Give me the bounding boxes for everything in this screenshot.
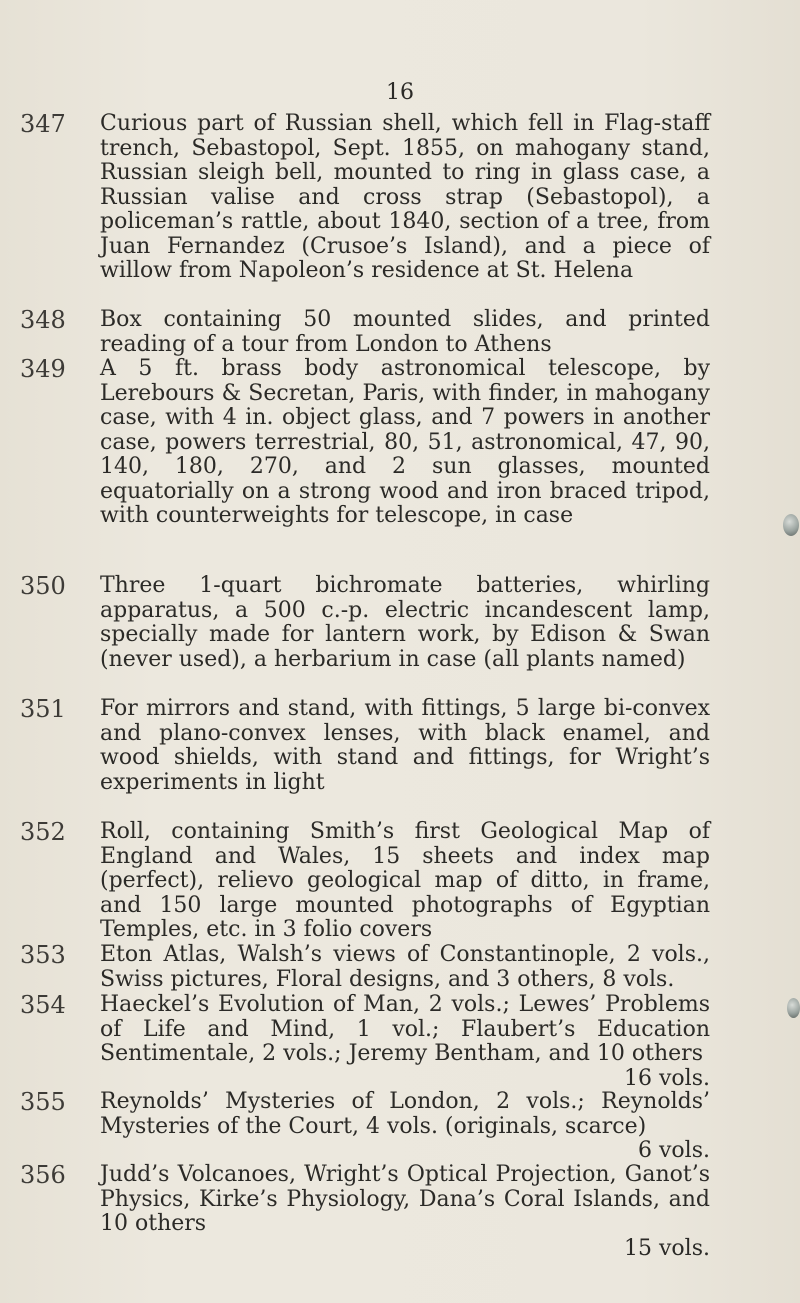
lot-quantity: 6 vols.	[638, 1138, 710, 1163]
page-number: 16	[386, 80, 414, 105]
lot-number: 353	[20, 941, 66, 969]
paper-blemish-mark	[783, 514, 799, 536]
lot-description: Eton Atlas, Walsh’s views of Constantinople, 2 vols., Swiss pictures, Floral designs, and 3 others, 8 vols.	[100, 942, 710, 992]
lot-number: 351	[20, 695, 66, 723]
lot-number: 355	[20, 1088, 66, 1116]
lot-description-text: Judd’s Volcanoes, Wright’s Optical Projection, Ganot’s Physics, Kirke’s Physiology, Dana’s Coral Islands, and 10 others	[100, 1162, 710, 1236]
lot-number: 349	[20, 355, 66, 383]
lot-description: For mirrors and stand, with fittings, 5 large bi-convex and plano-convex lenses, with black enamel, and wood shields, with stand and fittings, for Wright’s experiments in light	[100, 696, 710, 795]
lot-description: A 5 ft. brass body astronomical telescope, by Lerebours & Secretan, Paris, with finder, in mahogany case, with 4 in. object glass, and 7 powers in another case, powers terrestrial, 80, 51, astronomical, 47, 90, 140, 180, 270, and 2 sun glasses, mounted equatorially on a strong wood and iron braced tripod, with counterweights for telescope, in case	[100, 356, 710, 528]
lot-description	[100, 1090, 710, 1164]
lot-description: Roll, containing Smith’s first Geological Map of England and Wales, 15 sheets and index map (perfect), relievo geological map of ditto, in frame, and 150 large mounted photographs of Egyptian Temples, etc. in 3 folio covers	[100, 819, 710, 942]
lot-description	[100, 1163, 710, 1261]
lot-description-text: Haeckel’s Evolution of Man, 2 vols.; Lewes’ Problems of Life and Mind, 1 vol.; Flaubert’s Education Sentimentale, 2 vols.; Jeremy Bentham, and 10 others	[100, 992, 710, 1066]
lot-description: Three 1-quart bichromate batteries, whirling apparatus, a 500 c.-p. electric incandescent lamp, specially made for lantern work, by Edison & Swan (never used), a herbarium in case (all plants named)	[100, 573, 710, 672]
lot-description: Curious part of Russian shell, which fell in Flag-staff trench, Sebastopol, Sept. 1855, on mahogany stand, Russian sleigh bell, mounted to ring in glass case, a Russian valise and cross strap (Sebastopol), a policeman’s rattle, about 1840, section of a tree, from Juan Fernandez (Crusoe’s Island), and a piece of willow from Napoleon’s residence at St. Helena	[100, 111, 710, 283]
lot-number: 348	[20, 306, 66, 334]
lot-quantity: 16 vols.	[624, 1065, 710, 1091]
lot-number: 354	[20, 991, 66, 1019]
lot-number: 350	[20, 572, 66, 600]
lot-description-text: Reynolds’ Mysteries of London, 2 vols.; Reynolds’ Mysteries of the Court, 4 vols. (originals, scarce)	[100, 1089, 710, 1139]
lot-number: 347	[20, 110, 66, 138]
lot-number: 352	[20, 818, 66, 846]
paper-blemish-mark	[787, 998, 800, 1018]
lot-description: Box containing 50 mounted slides, and printed reading of a tour from London to Athens	[100, 307, 710, 357]
lot-quantity: 15 vols.	[624, 1235, 710, 1261]
lot-description	[100, 993, 710, 1091]
lot-number: 356	[20, 1161, 66, 1189]
